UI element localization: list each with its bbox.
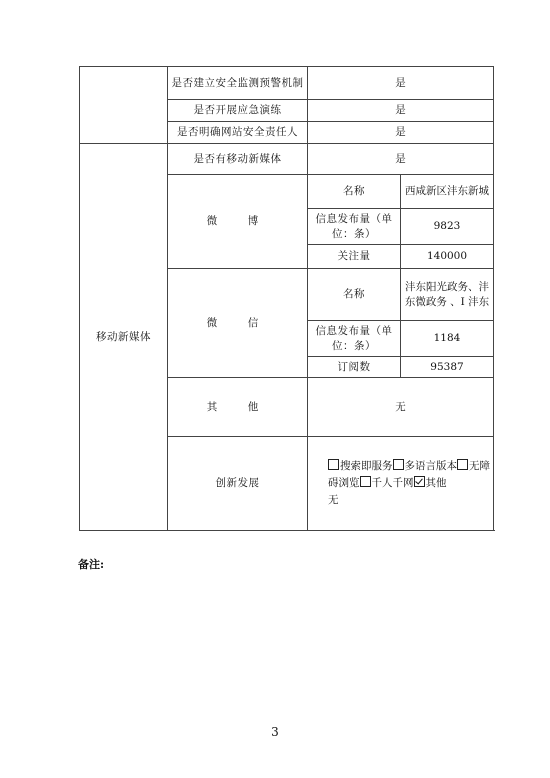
checkbox-checked-icon[interactable]: [414, 476, 425, 487]
monitoring-value: 是: [308, 67, 494, 100]
checkbox-unchecked-icon[interactable]: [457, 459, 468, 470]
option-accessibility[interactable]: 无障碍浏览: [328, 460, 490, 489]
monitoring-label: 是否建立安全监测预警机制: [168, 67, 308, 100]
weibo-name-label: 名称: [308, 175, 401, 209]
wechat-posts-label: 信息发布量（单位：条）: [308, 321, 401, 357]
wechat-posts-value: 1184: [401, 321, 494, 357]
other-media-label: 其 他: [168, 378, 308, 437]
remark-label: 备注:: [78, 558, 105, 571]
option-multilingual[interactable]: 多语言版本: [393, 460, 458, 472]
has-media-label: 是否有移动新媒体: [168, 144, 308, 175]
mobile-media-section-label: 移动新媒体: [80, 144, 168, 531]
report-table: [79, 66, 494, 531]
option-other[interactable]: 其他: [414, 477, 447, 489]
wechat-name-value: 沣东阳光政务、沣东微政务 、I 沣东: [401, 269, 494, 321]
checkbox-unchecked-icon[interactable]: [360, 476, 371, 487]
drill-value: 是: [308, 100, 494, 122]
checkbox-unchecked-icon[interactable]: [328, 459, 339, 470]
weibo-posts-label: 信息发布量（单位：条）: [308, 209, 401, 245]
wechat-subs-label: 订阅数: [308, 357, 401, 378]
weibo-followers-value: 140000: [401, 245, 494, 269]
wechat-name-label: 名称: [308, 269, 401, 321]
security-section-cell: [80, 67, 168, 144]
option-search-as-service[interactable]: 搜索即服务: [328, 460, 393, 472]
responsible-label: 是否明确网站安全责任人: [168, 122, 308, 144]
weibo-label: 微 博: [168, 175, 308, 269]
innovation-label: 创新发展: [168, 437, 308, 531]
wechat-subs-value: 95387: [401, 357, 494, 378]
page-number: 3: [271, 725, 279, 739]
drill-label: 是否开展应急演练: [168, 100, 308, 122]
innovation-other-text: 无: [328, 494, 339, 506]
weibo-posts-value: 9823: [401, 209, 494, 245]
option-personalized[interactable]: 千人千网: [360, 477, 414, 489]
responsible-value: 是: [308, 122, 494, 144]
other-media-value: 无: [308, 378, 494, 437]
wechat-label: 微 信: [168, 269, 308, 378]
weibo-name-value: 西咸新区沣东新城: [401, 175, 494, 209]
has-media-value: 是: [308, 144, 494, 175]
weibo-followers-label: 关注量: [308, 245, 401, 269]
checkbox-unchecked-icon[interactable]: [393, 459, 404, 470]
innovation-options: [308, 437, 494, 531]
